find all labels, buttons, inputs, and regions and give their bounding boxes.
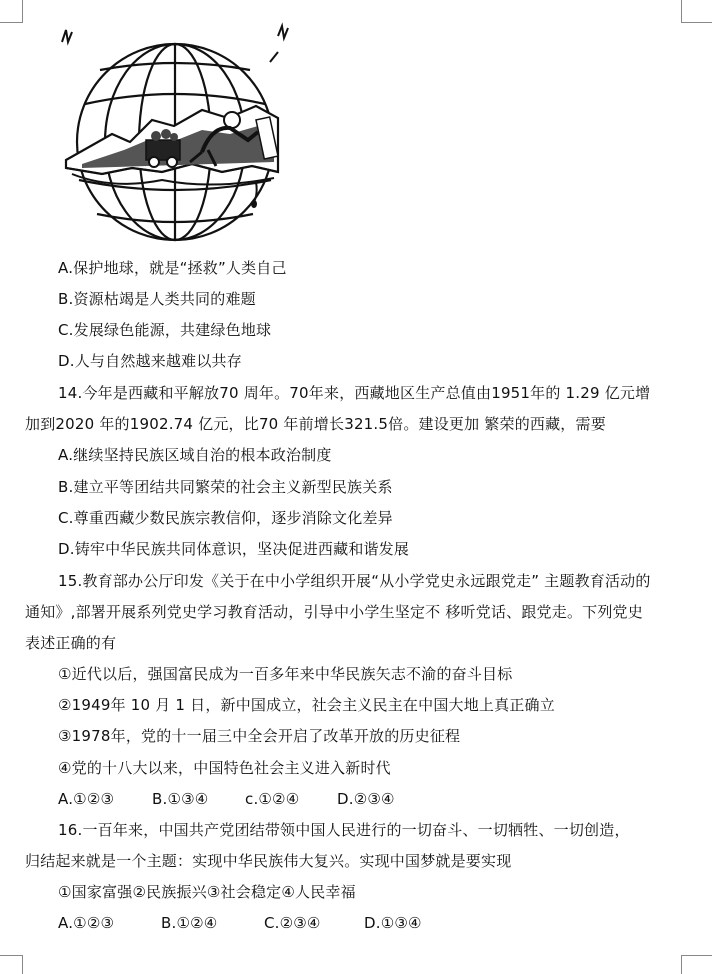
q13-option-a: A.保护地球，就是“拯救”人类自己 [58, 259, 287, 277]
q15-stem-line1: 15.教育部办公厅印发《关于在中小学组织开展“从小学党史永远跟党走” 主题教育活动的 [58, 572, 651, 590]
crop-mark-top-right [681, 0, 712, 23]
q13-option-c: C.发展绿色能源，共建绿色地球 [58, 321, 272, 339]
q13-option-d: D.人与自然越来越难以共存 [58, 352, 242, 370]
q16-statements: ①国家富强②民族振兴③社会稳定④人民幸福 [58, 883, 356, 901]
q14-option-d: D.铸牢中华民族共同体意识，坚决促进西藏和谐发展 [58, 540, 410, 558]
q15-stem-line3: 表述正确的有 [25, 634, 117, 652]
q15-statement-1: ①近代以后，强国富民成为一百多年来中华民族矢志不渝的奋斗目标 [58, 665, 513, 683]
crop-mark-bottom-left [0, 955, 23, 974]
q15-option-c: c.①②④ [245, 790, 300, 808]
q16-stem-line1: 16.一百年来，中国共产党团结带领中国人民进行的一切奋斗、一切牺牲、一切创造， [58, 821, 630, 839]
q13-option-b: B.资源枯竭是人类共同的难题 [58, 290, 256, 308]
q16-options [58, 913, 422, 933]
q15-option-a: A.①②③ [58, 790, 115, 808]
q16-option-b: B.①②④ [161, 914, 218, 932]
q15-statement-4: ④党的十八大以来，中国特色社会主义进入新时代 [58, 759, 391, 777]
crop-mark-bottom-right [681, 955, 712, 974]
q15-stem-line2: 通知》,部署开展系列党史学习教育活动，引导中小学生坚定不 移听党话、跟党走。下列党史 [25, 603, 643, 621]
globe-cartoon-illustration [52, 22, 298, 248]
q14-option-c: C.尊重西藏少数民族宗教信仰，逐步消除文化差异 [58, 509, 393, 527]
crop-mark-top-left [0, 0, 23, 23]
q15-statement-3: ③1978年，党的十一届三中全会开启了改革开放的历史征程 [58, 727, 461, 745]
q14-option-b: B.建立平等团结共同繁荣的社会主义新型民族关系 [58, 478, 393, 496]
q15-options [58, 789, 395, 809]
q16-option-d: D.①③④ [364, 914, 422, 932]
q14-option-a: A.继续坚持民族区域自治的根本政治制度 [58, 446, 332, 464]
q16-option-a: A.①②③ [58, 914, 115, 932]
q14-stem-line1: 14.今年是西藏和平解放70 周年。70年来，西藏地区生产总值由1951年的 1.29 亿元增 [58, 384, 651, 402]
q15-option-d: D.②③④ [337, 790, 395, 808]
q14-stem-line2: 加到2020 年的1902.74 亿元，比70 年前增长321.5倍。建设更加 繁荣的西藏，需要 [25, 415, 606, 433]
q15-statement-2: ②1949年 10 月 1 日，新中国成立，社会主义民主在中国大地上真正确立 [58, 696, 555, 714]
q16-stem-line2: 归结起来就是一个主题：实现中华民族伟大复兴。实现中国梦就是要实现 [25, 852, 512, 870]
q15-option-b: B.①③④ [152, 790, 209, 808]
q16-option-c: C.②③④ [264, 914, 321, 932]
